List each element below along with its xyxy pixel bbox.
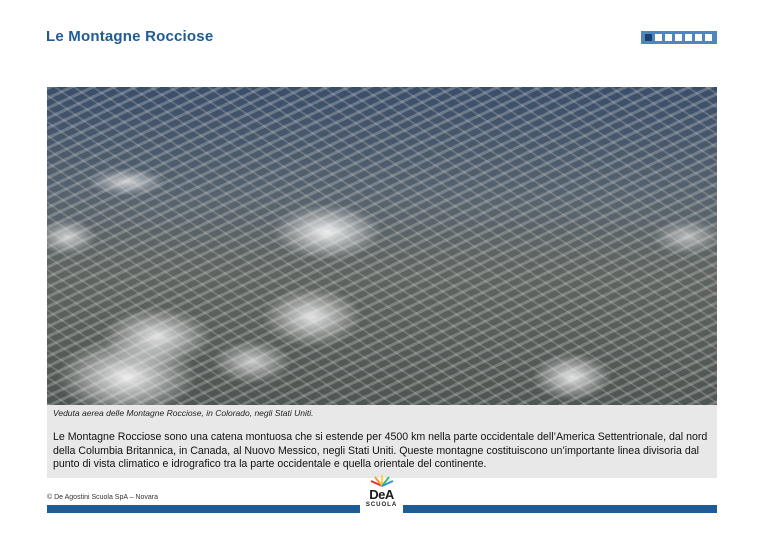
pager-square-7[interactable] bbox=[705, 34, 712, 41]
footer-bar-right bbox=[403, 505, 717, 513]
pager-square-6[interactable] bbox=[695, 34, 702, 41]
photo-caption: Veduta aerea delle Montagne Rocciose, in Colorado, negli Stati Uniti. bbox=[53, 408, 314, 418]
aerial-mountain-photo bbox=[47, 87, 717, 405]
pager-square-4[interactable] bbox=[675, 34, 682, 41]
slide-title: Le Montagne Rocciose bbox=[46, 28, 214, 45]
footer-bar-left bbox=[47, 505, 360, 513]
body-paragraph: Le Montagne Rocciose sono una catena montuosa che si estende per 4500 km nella parte occidentale dell’America Settentrionale, dal nord della Columbia Britannica, in Canada, al Nuovo Messico, negli Stati Uniti. Queste montagne costituiscono un’importante linea divisoria dal punto di vista climatico e idrografico tra la parte occidentale e quella orientale del continente. bbox=[53, 431, 708, 470]
copyright-notice: © De Agostini Scuola SpA – Novara bbox=[47, 494, 158, 501]
logo-sub: SCUOLA bbox=[365, 502, 398, 508]
pager-square-2[interactable] bbox=[655, 34, 662, 41]
pager-square-3[interactable] bbox=[665, 34, 672, 41]
dea-scuola-logo bbox=[360, 475, 403, 523]
pager-square-1[interactable] bbox=[645, 34, 652, 41]
slide-pager bbox=[641, 31, 717, 44]
sunburst-icon bbox=[367, 475, 397, 487]
pager-square-5[interactable] bbox=[685, 34, 692, 41]
logo-brand: DeA bbox=[369, 487, 394, 502]
